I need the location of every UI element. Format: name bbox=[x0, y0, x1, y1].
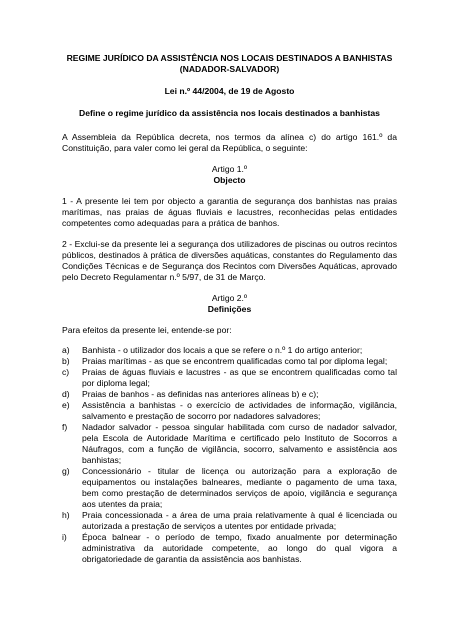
list-item bbox=[62, 389, 397, 400]
article-1-paragraph-2: 2 - Exclui-se da presente lei a segurança dos utilizadores de piscinas ou outros recintos públicos, destinados à prática de diversões aquáticas, constantes do Regulamento das Condições Técnicas e de Segurança dos Recintos com Diversões Aquáticas, aprovado pelo Decreto Regulamentar n.º 5/97, de 31 de Março. bbox=[62, 239, 397, 282]
article-1-paragraph-1: 1 - A presente lei tem por objecto a garantia de segurança dos banhistas nas praias marítimas, nas praias de águas fluviais e lacustres, reconhecidas pelas entidades competentes como adequadas para a prática de banhos. bbox=[62, 196, 397, 228]
list-item-label: h) bbox=[62, 510, 70, 520]
article-1-number: Artigo 1.º bbox=[211, 164, 248, 174]
list-item-label: g) bbox=[62, 466, 70, 476]
list-item-label: i) bbox=[62, 532, 67, 542]
list-item-text: Praia concessionada - a área de uma praia relativamente à qual é licenciada ou autorizada a prestação de serviços a utentes por entidade privada; bbox=[82, 510, 397, 531]
article-2-lead: Para efeitos da presente lei, entende-se por: bbox=[62, 325, 232, 335]
list-item bbox=[62, 532, 397, 565]
list-item-text: Praias de banhos - as definidas nas anteriores alíneas b) e c); bbox=[82, 389, 319, 399]
list-item-text: Concessionário - titular de licença ou autorização para a exploração de equipamentos ou instalações balneares, mediante o pagamento de uma taxa, bem como prestação de determinados serviços de apoio, vigilância e segurança aos utentes da praia; bbox=[82, 466, 397, 509]
list-item bbox=[62, 510, 397, 532]
definitions-list bbox=[62, 345, 397, 565]
document-subtitle: Define o regime jurídico da assistência nos locais destinados a banhistas bbox=[79, 108, 380, 118]
list-item-text: Praias de águas fluviais e lacustres - as que se encontrem qualificadas como tal por diploma legal; bbox=[82, 367, 397, 388]
list-item-text: Banhista - o utilizador dos locais a que se refere o n.º 1 do artigo anterior; bbox=[82, 345, 363, 355]
article-2-number: Artigo 2.º bbox=[211, 293, 248, 303]
list-item bbox=[62, 400, 397, 422]
list-item-label: f) bbox=[62, 422, 68, 432]
list-item-text: Assistência a banhistas - o exercício de actividades de informação, vigilância, salvamento e prestação de socorro por nadadores salvadores; bbox=[82, 400, 397, 421]
law-reference: Lei n.º 44/2004, de 19 de Agosto bbox=[164, 86, 295, 96]
list-item bbox=[62, 367, 397, 389]
list-item-label: b) bbox=[62, 356, 70, 366]
list-item-label: c) bbox=[62, 367, 70, 377]
list-item-label: a) bbox=[62, 345, 70, 355]
article-1-heading: Objecto bbox=[213, 175, 246, 185]
list-item-label: e) bbox=[62, 400, 70, 410]
list-item-label: d) bbox=[62, 389, 70, 399]
list-item-text: Nadador salvador - pessoa singular habilitada com curso de nadador salvador, pela Escola de Autoridade Marítima e certificado pelo Instituto de Socorros a Náufragos, com a função de vigilância, socorro, salvamento e assistência aos banhistas; bbox=[82, 422, 397, 465]
list-item bbox=[62, 356, 397, 367]
list-item bbox=[62, 422, 397, 466]
document-title-line1: REGIME JURÍDICO DA ASSISTÊNCIA NOS LOCAIS DESTINADOS A BANHISTAS bbox=[66, 53, 393, 63]
list-item bbox=[62, 466, 397, 510]
list-item-text: Época balnear - o período de tempo, fixado anualmente por determinação administrativa da autoridade competente, ao longo do qual vigora a obrigatoriedade de garantia da assistência aos banhistas. bbox=[82, 532, 397, 564]
list-item bbox=[62, 345, 397, 356]
document-title-line2: (NADADOR-SALVADOR) bbox=[179, 64, 280, 74]
article-2-heading: Definições bbox=[207, 304, 252, 314]
list-item-text: Praias marítimas - as que se encontrem qualificadas como tal por diploma legal; bbox=[82, 356, 388, 366]
intro-paragraph: A Assembleia da República decreta, nos termos da alínea c) do artigo 161.º da Constituição, para valer como lei geral da República, o seguinte: bbox=[62, 132, 397, 153]
